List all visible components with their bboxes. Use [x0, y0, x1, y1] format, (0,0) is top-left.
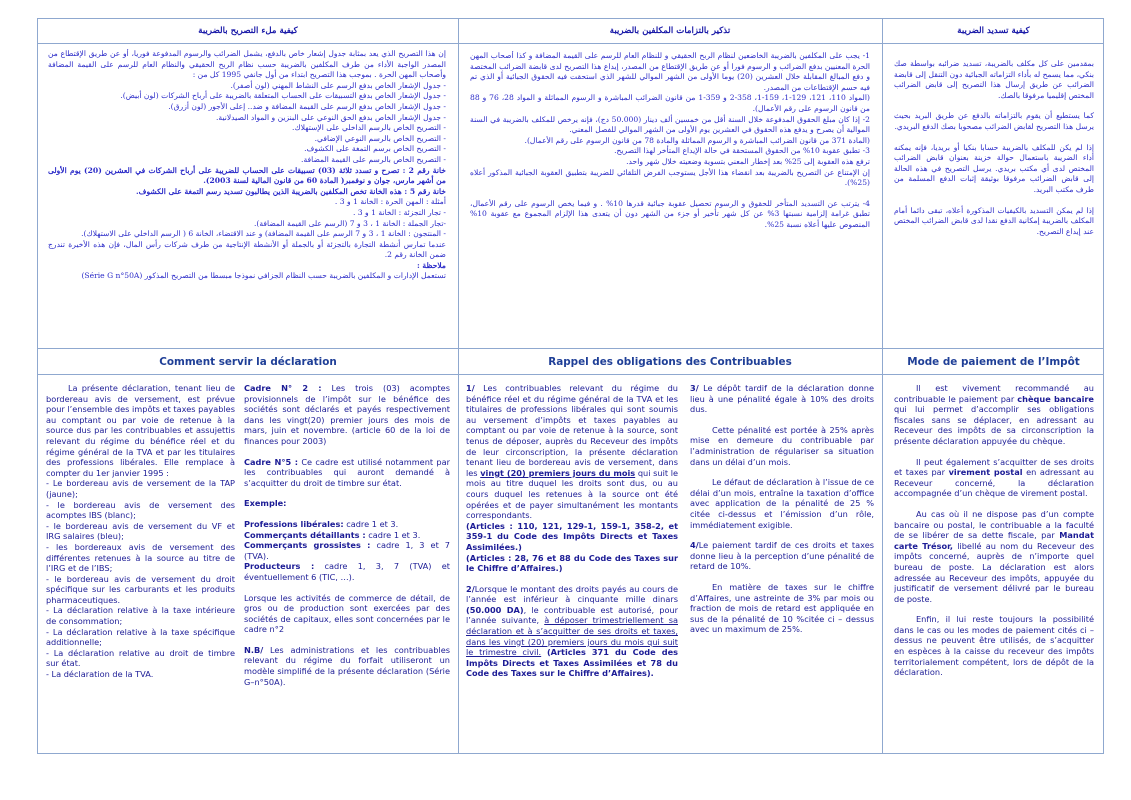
fr-obligation-num: 4/ — [690, 540, 699, 551]
ar-examples: أمثلة : المهن الحرة : الخانة 1 و 3 . — [334, 197, 446, 207]
fr-payment-text: libellé au nom du Receveur des impôts concerné, auprès de n’importe quel bureau de poste. La déclaration est alors adressée au Receveur des impôts, appuyée du justificatif de versement délivré par le bureau de poste. — [894, 540, 1094, 604]
fr-cadre-5-text: Ce cadre est utilisé notamment par les contribuables qui auront demandé à s’acquitter du droit de timbre sur état. — [244, 456, 450, 488]
ar-title-payment: كيفية تسديد الضريبة — [957, 26, 1030, 36]
fr-example-text: cadre 1 et 3. — [346, 518, 399, 529]
fr-list-item: - La déclaration de la TVA. — [46, 669, 154, 680]
ar-filling-section — [48, 49, 446, 345]
ar-articles: (المواد 110، 121، 129-1، 159-1، 358-2 و 359-1 من قانون الضرائب المباشرة و الرسوم المماثلة و المواد 28، 76 و 88 من قانون الرسوم على رقم الأعمال). — [470, 93, 870, 113]
ar-example-item: - المنتجون : الخانة 1 ، 3 و 7 الرسم على القيمة المضافة) و عند الاقتضاء، الخانة 6 ( الرسم الداخلي على الاستهلاك). — [81, 229, 446, 239]
fr-example-text: cadre 1, 3 et 7 (TVA). — [244, 540, 451, 561]
fr-obligation-text: Lorsque le montant des droits payés au cours de l’année est inférieur à cinquante mille dinars — [466, 583, 678, 605]
ar-payment-cash: إذا لم يمكن التسديد بالكيفيات المذكورة أعلاه، تبقى دائما أمام المكلف بالضريبة إمكانية الدفع نقدا لدى قابض الضرائب المختص عند إيداع التصريح. — [894, 205, 1094, 236]
fr-obligation-num: 2/ — [466, 583, 475, 594]
ar-list-item: - جدول الإشعار الخاص بدفع الحق النوعي على البنزين و المواد الصيدلانية. — [215, 112, 446, 122]
fr-obligation-text: Le paiement tardif de ces droits et taxes donne lieu à la perception d’une pénalité de retard de 10%. — [690, 540, 874, 572]
fr-payment-mandat — [894, 509, 1094, 604]
fr-title-obligations: Rappel des obligations des Contribuables — [548, 356, 792, 368]
fr-obligations-section — [458, 383, 882, 753]
fr-articles: (Articles : 110, 121, 129-1, 159-1, 358-2, et 359-1 du Code des Impôts Directs et Taxes Assimilées.) — [466, 520, 678, 552]
fr-nb — [244, 645, 450, 687]
fr-example-label: Commerçants grossistes : — [244, 540, 371, 551]
ar-example-item: - تجار التجزئة : الخانة 1 و 3 . — [352, 207, 446, 217]
fr-example-text: cadre 1 et 3. — [368, 529, 421, 540]
ar-list-item: - التصريح الخاص برسم التمغة على الكشوف. — [304, 144, 446, 154]
fr-example-label: Professions libérales: — [244, 518, 344, 529]
fr-cadre-2-head: Cadre N° 2 : — [244, 383, 322, 393]
fr-title-serving: Comment servir la déclaration — [159, 356, 337, 368]
fr-deadline: vingt (20) premiers jours du mois — [480, 467, 636, 478]
fr-obligation-3 — [690, 383, 874, 415]
ar-title-filling: كيفية ملء التصريح بالضريبة — [198, 26, 298, 36]
fr-list-item: - le bordereau avis de versement des acomptes IBS (blanc); — [46, 499, 235, 521]
fr-example-item — [244, 540, 450, 561]
fr-quarterly-rule: à déposer trimestriellement sa déclaration et à s’acquitter de ses droits et taxes, dans les vingt (20) premiers jours du mois qui suit le trimestre civil. — [466, 615, 678, 658]
fr-articles: (Articles : 28, 76 et 88 du Code des Taxes sur le Chiffre d’Affaires.) — [466, 552, 678, 574]
fr-paragraph: Cette pénalité est portée à 25% après mise en demeure du contribuable par l’administration de régulariser sa situation dans un délai d’un mois. — [690, 424, 874, 467]
fr-obligation-text: qui suit le mois au titre duquel les droits sont dus, ou au cours duquel les retenues à la source ont été opérées et de payer simultanément les montants correspondants. — [466, 467, 679, 521]
ar-list-item: - التصريح الخاص بالرسم على القيمة المضافة. — [301, 154, 446, 164]
fr-obligation-num: 3/ — [690, 383, 699, 393]
fr-example-item — [244, 519, 450, 530]
fr-paragraph: En matière de taxes sur le chiffre d’Affaires, une astreinte de 3% par mois ou fraction de mois de retard est appliquée en sus de la pénalité de 10 %citée ci – dessus avec un maximum de 25%. — [690, 581, 874, 635]
fr-cadre-2-text: Les trois (03) acomptes provisionnels de l’impôt sur le bénéfice des sociétés sont déclarés et payés respectivement dans les vingt(20) premier jours des mois de mars, juin et novembre. (article 60 de la loi de finances pour 2003) — [244, 383, 450, 446]
fr-payment-mode: Mandat carte Trésor, — [894, 530, 1094, 551]
ar-payment-section — [894, 59, 1094, 345]
ar-obligations-section — [470, 51, 870, 345]
fr-payment-text: Il est vivement recommandé au contribuable le paiement par — [894, 383, 1094, 404]
column-divider — [882, 19, 883, 753]
fr-serving-section — [38, 383, 458, 753]
fr-example-text: cadre 1, 3, 7 (TVA) et éventuellement 6 (TIC, …). — [244, 561, 450, 582]
fr-obligations-right — [690, 383, 874, 635]
fr-cadre-2 — [244, 383, 450, 447]
fr-serving-right — [244, 383, 450, 687]
fr-cadre-5-head: Cadre N°5 : — [244, 456, 299, 467]
fr-title-payment: Mode de paiement de l’Impôt — [907, 356, 1080, 368]
fr-example-head: Exemple: — [244, 498, 287, 509]
fr-obligation-num: 1/ — [466, 383, 475, 393]
fr-list-item: - La déclaration relative à la taxe intérieure de consommation; — [46, 605, 235, 627]
fr-intro: La présente déclaration, tenant lieu de bordereau avis de versement, est prévue pour l’ensemble des impôts et taxes payables au comptant ou par voie de retenue à la source dus par les contribuables et assujettis relevant du régime du bénéfice réel et du régime général de la TVA et par les titulaires des professions libérales. Elle remplace à compter du 1er janvier 1995 : — [46, 383, 235, 478]
fr-cadre-5 — [244, 457, 450, 489]
ar-payment-cheque: بمقدمين على كل مكلف بالضريبة، تسديد ضرائبه بواسطة صك بنكي، مما يسمح له بأداء التزاماته الجبائية دون التنقل إلى قابضة الضرائب عن طريق إرسال هذا التصريح إلى قابض الضرائب المختص إقليميا مرفوقا بالصك. — [894, 59, 1094, 100]
ar-obligation-4: 4- يترتب عن التسديد المتأخر للحقوق و الرسوم تحصيل عقوبة جبائية قدرها 10% . و فيما يخص الرسوم على رقم الأعمال، تطبق غرامة إلزامية نسبتها 3% عن كل شهر تأخير أو جزء من الشهر دون أن يتعدى هذا الإلزام المجموع مع عقوبة 10% المنصوص عليها أعلاه نسبة 25%. — [470, 198, 870, 229]
fr-payment-section — [894, 383, 1094, 753]
fr-payment-text: Au cas où il ne dispose pas d’un compte bancaire ou postal, le contribuable a la faculté de se libérer de sa dette fiscale, par — [894, 508, 1094, 541]
ar-cadre-2: خانة رقم 2 : تصرح و تسدد ثلاثة (03) تسبيقات على الحساب للضريبة على أرباح الشركات في العشرين (20) يوم الأولى من أشهر مارس، جوان و نوفمبر( المادة 60 من قانون المالية لسنة 2003). — [48, 165, 446, 186]
fr-payment-mode: virement postal — [948, 467, 1023, 478]
fr-payment-cash: Enfin, il lui reste toujours la possibilité dans le cas ou les modes de paiement cités ci – dessus ne peuvent être utilisés, de s’acquitter en espèces à la caisse du receveur des impôts territorialement compétent, lors de dépôt de la déclaration. — [894, 614, 1094, 678]
ar-payment-mandat: إذا لم يكن للمكلف بالضريبة حسابا بنكيا أو بريديا، فإنه يمكنه أداء الضريبة باستعمال حوالة خزينة بعنوان قابض الضرائب المختص لدى أي مكتب بريدي. يرسل التصريح في هذه الحالة إلى قابض الضرائب مرفوقا بوثيقة إثبات الدفع المسلمة من طرف مكتب البريد. — [894, 142, 1094, 194]
fr-obligation-4 — [690, 540, 874, 572]
ar-obligation-1: 1- يجب على المكلفين بالضريبة الخاضعين لنظام الربح الحقيقي و للنظام العام للرسم على القيمة المضافة و كذا أصحاب المهن الحرة المعنيين بدفع الضرائب و الرسوم فورا أو عن طريق الإقتطاع من المصدر، إيداع هذا التصريح لدى قابضة الضرائب المختصة و دفع المبالغ المقابلة خلال العشرين (20) يوما الأولى من الشهر الموالي للشهر الذي استحقت فيه الحقوق الجبائية أو الذي تم فيه حسم الإقتطاعات من المصدر. — [470, 51, 870, 92]
ar-note: تستعمل الإدارات و المكلفين بالضريبة حسب النظام الجزافي نموذجا مبسطا من التصريح المذكور (Série G n°50A) — [81, 271, 446, 281]
ar-list-item: - جدول الإشعار الخاص بدفع التسبيقات على الحساب المتعلقة بالضريبة على أرباح الشركات (لون أبيض). — [120, 91, 446, 101]
fr-list-item: - les bordereaux avis de versement des différentes retenues à la source au titre de l’IRG et de l’IBS; — [46, 541, 235, 574]
fr-obligation-text: , le contribuable est autorisé, pour l’année suivante, — [466, 604, 679, 626]
ar-title-obligations: تذكير بالتزامات المكلفين بالضريبة — [609, 26, 731, 36]
fr-example-item — [244, 530, 450, 541]
ar-note-head: ملاحظة : — [416, 260, 446, 270]
fr-payment-mode: chèque bancaire — [1017, 393, 1094, 404]
row-divider — [38, 348, 1103, 349]
fr-serving-left — [46, 383, 235, 680]
ar-paragraph: ترفع هذه العقوبة إلى 25% بعد إخطار المعني بتسوية وضعيته خلال شهر واحد. — [626, 156, 870, 166]
fr-obligation-text: Le dépôt tardif de la déclaration donne lieu à une pénalité égale à 10% des droits dus. — [690, 383, 874, 415]
fr-list-item: - le bordereau avis de versement du VF et IRG salaires (bleu); — [46, 520, 235, 542]
fr-obligation-2 — [466, 584, 678, 679]
ar-paragraph: إن هذا التصريح الذي يعد بمثابة جدول إشعار خاص بالدفع، يشمل الضرائب والرسوم المدفوعة فوريا، أو عن طريق الإقتطاع من المصدر الواجبة الأداء من طرف المكلفين بالضريبة حسب نظام الربح الحقيقي والنظام العام للرسم على القيمة المضافة وأصحاب المهن الحرة . بموجب هذا التصريح ابتداء من أول جانفي 1995 كل من : — [48, 49, 446, 80]
fr-nb-text: Les administrations et les contribuables relevant du régime du forfait utiliseront un modèle simplifié de la présente déclaration (Série G–n°50A). — [244, 644, 450, 687]
fr-list-item: - La déclaration relative à la taxe spécifique additionnelle; — [46, 626, 235, 648]
fr-example-item — [244, 561, 450, 582]
fr-payment-text: en adressant au Receveur concerné, la déclaration accompagnée d’un chèque de virement postal. — [894, 467, 1094, 499]
ar-articles: (المادة 371 من قانون الضرائب المباشرة و الرسوم المماثلة والمادة 78 من قانون الرسوم على رقم الأعمال). — [524, 135, 870, 145]
ar-list-item: - التصريح الخاص بالرسم النوعي الإضافي. — [314, 133, 446, 143]
ar-list-item: - جدول الإشعار الخاص بدفع الرسم على القيمة المضافة و ضد.. إعلى الأجور (لون أزرق). — [168, 101, 446, 111]
fr-list-item: - le bordereau avis de versement du droit spécifique sur les carburants et les produits pharmaceutiques. — [46, 573, 235, 605]
fr-payment-cheque — [894, 383, 1094, 447]
declaration-sheet — [37, 18, 1104, 754]
ar-list-item: - جدول الإشعار الخاص بدفع الرسم على النشاط المهني (لون أصفر). — [230, 80, 446, 90]
fr-list-item: - La déclaration relative au droit de timbre sur état. — [46, 647, 235, 669]
row-divider — [38, 374, 1103, 375]
ar-paragraph: إن الإمتناع عن التصريح بالضريبة بعد انقضاء هذا الأجل يستوجب الفرض التلقائي للضريبة بتطبيق العقوبة الجبائية المذكور أعلاه (25%). — [470, 167, 870, 188]
fr-nb-head: N.B/ — [244, 644, 264, 655]
ar-obligation-2: 2- إذا كان مبلغ الحقوق المدفوعة خلال السنة أقل من خمسين ألف دينار (50.000 دج)، فإنه يرخص للمكلف بالضريبة في السنة الموالية أن يصرح و يدفع هذه الحقوق في العشرين يوم الأولى من الشهر الموالي للفصل المعني. — [470, 114, 870, 135]
fr-payment-text: Il peut également s’acquitter de ses droits et taxes par — [894, 456, 1094, 478]
ar-payment-postal: كما يستطيع أن يقوم بالتزاماته بالدفع عن طريق البريد بحيث يرسل هذا التصريح لقابض الضرائب مصحوبا بصك الدفع البريدي. — [894, 111, 1094, 131]
ar-list-item: - التصريح الخاص بالرسم الداخلي على الإستهلاك. — [292, 123, 446, 133]
ar-paragraph: عندما تمارس أنشطة التجارة بالتجزئة أو بالجملة أو الأنشطة الإنتاجية من طرف شركات رأس المال، فإن هذه الأخيرة تندرج ضمن الخانة رقم 2. — [48, 239, 446, 260]
fr-obligation-1 — [466, 383, 678, 521]
ar-example-item: -تجار الجملة : الخانة 1 ، 3 و 7 (الرسم على القيمة المضافة). — [253, 218, 446, 228]
fr-obligations-left — [466, 383, 678, 679]
fr-obligation-text: Les contribuables relevant du régime du bénéfice réel et du régime général de la TVA et les titulaires de professions libérales qui sont soumis au versement d’impôts et taxes payables au comptant ou par voie de retenue à la source, sont tenus de déposer, auprès du Receveur des impôts de leur circonscription, la présente déclaration tenant lieu de bordereau avis de versement, dans les — [466, 383, 678, 478]
ar-cadre-5: خانة رقم 5 : هذه الخانة تخص المكلفين بالضريبة الذين يطالبون تسديد رسم التمغة على الكشوف. — [135, 186, 446, 196]
fr-companies-note: Lorsque les activités de commerce de détail, de gros ou de production sont exercées par des sociétés de capitaux, elles sont concernées par le cadre n°2 — [244, 592, 450, 635]
fr-list-item: - Le bordereau avis de versement de la TAP (jaune); — [46, 478, 235, 499]
fr-paragraph: Le défaut de déclaration à l’issue de ce délai d’un mois, entraîne la taxation d’office avec application de la pénalité de 25 % citée ci-dessus et l’émission d’un rôle, immédiatement exigible. — [690, 477, 874, 530]
row-divider — [38, 43, 1103, 44]
fr-articles: (Articles 371 du Code des Impôts Directs et Taxes Assimilées et 78 du Code des Taxes sur le Chiffre d’Affaires). — [466, 647, 678, 679]
ar-obligation-3: 3- تطبق عقوبة 10% من الحقوق المستحقة في حالة الإيداع المتأخر لهذا التصريح. — [614, 146, 870, 156]
fr-payment-text: qui lui permet d’accomplir ses obligations fiscales sans se déplacer, en adressant au Receveur des impôts de sa circonscription la présente déclaration appuyée du chèque. — [894, 404, 1094, 446]
fr-example-label: Commerçants détaillants : — [244, 529, 366, 540]
fr-amount: (50.000 DA) — [466, 604, 524, 615]
fr-payment-postal — [894, 457, 1094, 499]
fr-example-label: Producteurs : — [244, 561, 315, 572]
